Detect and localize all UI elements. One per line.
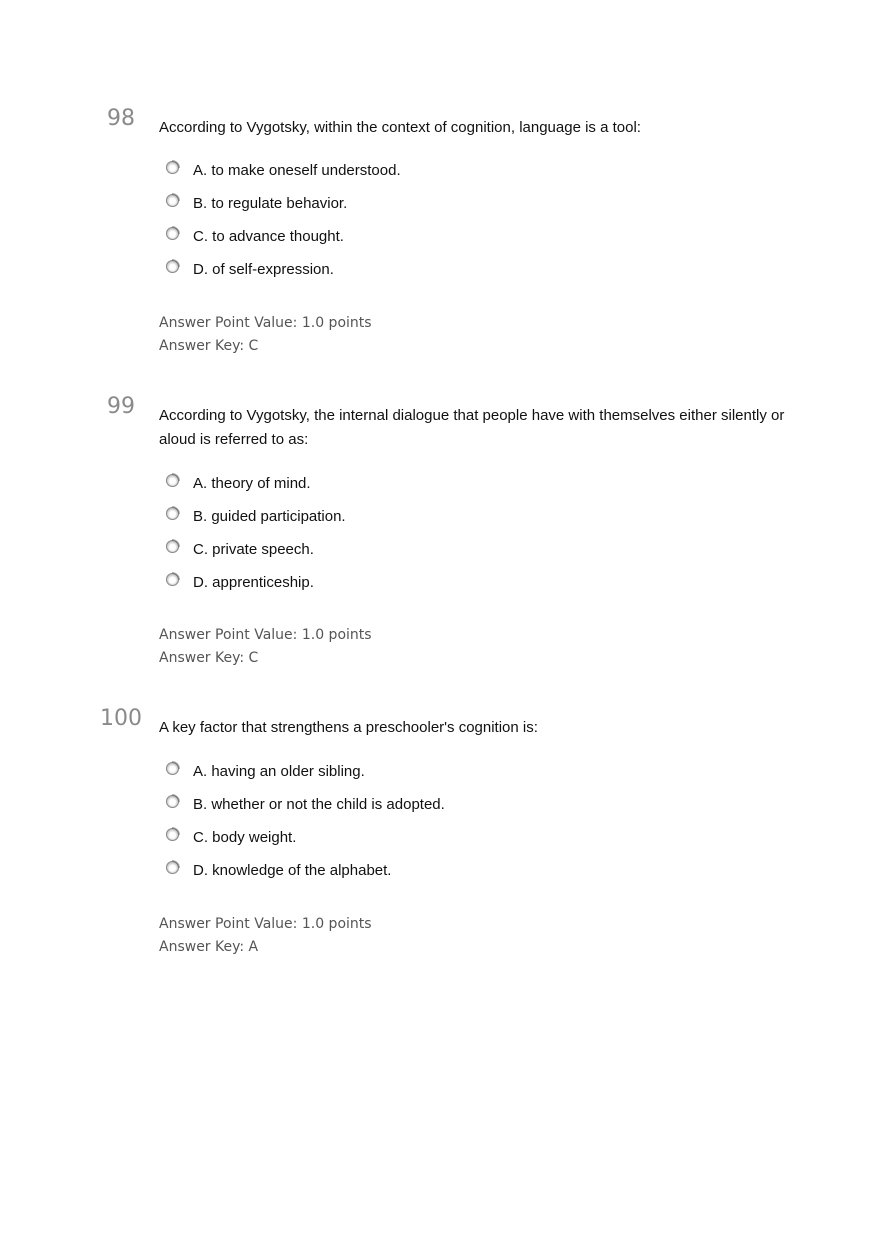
radio-button[interactable] [166,227,179,240]
option-a[interactable] [166,762,666,782]
radio-button[interactable] [166,573,179,586]
question-text: According to Vygotsky, within the context of cognition, language is a tool: [159,119,641,136]
option-label: C. body weight. [193,829,297,846]
question-number: 98 [107,106,135,131]
option-b[interactable] [166,194,666,214]
option-d[interactable] [166,573,666,593]
option-label: A. to make oneself understood. [193,162,401,179]
question-text: According to Vygotsky, the internal dialogue that people have with themselves either silently or aloud is referred to as: [159,407,785,448]
option-d[interactable] [166,861,666,881]
option-label: A. having an older sibling. [193,763,365,780]
option-a[interactable] [166,161,666,181]
radio-button[interactable] [166,194,179,207]
radio-button[interactable] [166,795,179,808]
question-number: 100 [100,706,142,731]
radio-button[interactable] [166,260,179,273]
option-a[interactable] [166,474,666,494]
option-label: A. theory of mind. [193,475,311,492]
radio-button[interactable] [166,828,179,841]
option-label: C. private speech. [193,541,314,558]
question-text: A key factor that strengthens a preschooler's cognition is: [159,719,538,736]
answer-key: Answer Key: C [159,650,259,666]
option-c[interactable] [166,227,666,247]
radio-button[interactable] [166,507,179,520]
radio-button[interactable] [166,540,179,553]
question-number: 99 [107,394,135,419]
option-label: C. to advance thought. [193,228,344,245]
answer-key: Answer Key: C [159,338,259,354]
answer-point-value: Answer Point Value: 1.0 points [159,627,372,643]
option-label: D. of self-expression. [193,261,334,278]
radio-button[interactable] [166,861,179,874]
radio-button[interactable] [166,474,179,487]
answer-key: Answer Key: A [159,939,259,955]
option-d[interactable] [166,260,666,280]
option-label: D. apprenticeship. [193,574,314,591]
answer-point-value: Answer Point Value: 1.0 points [159,315,372,331]
option-label: B. guided participation. [193,508,346,525]
answer-point-value: Answer Point Value: 1.0 points [159,916,372,932]
option-label: B. to regulate behavior. [193,195,348,212]
option-b[interactable] [166,507,666,527]
option-c[interactable] [166,828,666,848]
option-b[interactable] [166,795,666,815]
option-label: B. whether or not the child is adopted. [193,796,445,813]
option-c[interactable] [166,540,666,560]
option-label: D. knowledge of the alphabet. [193,862,392,879]
radio-button[interactable] [166,762,179,775]
radio-button[interactable] [166,161,179,174]
